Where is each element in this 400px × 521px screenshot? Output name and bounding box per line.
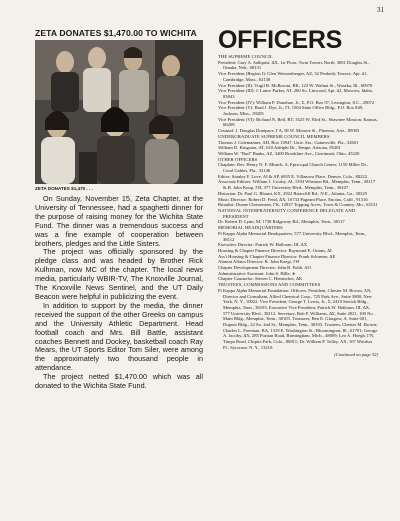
directory-section-heading: UNDERGRADUATE SUPREME COUNCIL MEMBERS	[218, 133, 330, 139]
directory-entry: Chapter Development Director: John R. Pohli, AO	[218, 265, 311, 271]
directory-entry: Vice President (II): Virgil R. McBroom, BK, 123 W. Walnut St., Waseka, Ill., 60970	[218, 82, 373, 88]
article-column	[35, 28, 203, 391]
article-paragraph: In addition to support by the media, the dinner received the support of the other Greeks on campus and the University Athletic Department. Head football coach and Mrs. Bill Battle, assistant coaches Bennett and Dockey, basketball coach Ray Mears, the UT Sports Editor Tom Siler, were among the approximately two thousand people in attendance.	[35, 300, 203, 373]
officers-column	[218, 28, 378, 357]
directory-entry: Counsel: J. Douglas Dunipace, ΓA, III W. Monroe St., Phoenix, Ariz., 85003	[218, 128, 360, 134]
directory-entry: William W. "Bud" Banks, AZ, 3400 Brookline Ave., Cincinnati, Ohio, 45220	[218, 150, 360, 156]
page-number: 31	[377, 6, 384, 14]
directory-entry: Vice President (IV): William P. Donahue, Jr., Σ, P.O. Box 97, Lexington, S.C., 29072	[218, 99, 375, 105]
directory-section-heading: TRUSTEES, COMMISSIONS AND COMMITTEES	[218, 282, 321, 288]
officers-directory	[218, 54, 378, 351]
directory-entry: Administrative Assistant: John S. Hille, ∗	[218, 270, 296, 276]
group-photo	[35, 40, 203, 184]
directory-entry: Vice President (V): Brad J. Dye, Jr., ΓI, 1504 State Office Bldg., P.O. Box 849, Jackson, Miss., 39205	[218, 105, 364, 117]
group-photo-image	[35, 40, 203, 184]
directory-section-heading: NATIONAL INTERFRATERNITY CONFERENCE DELEGATE AND PRESIDENT	[218, 207, 356, 219]
directory-entry: Vice President (III): J. Lance Parker, AT, 200 So. Linwood, Apt. #2, Moscow, Idaho, 83843	[218, 88, 374, 99]
directory-entry: Editor: Stanley F. Love, AI & AP, 6835 E. Villanova Place, Denver, Colo., 80222	[218, 173, 368, 179]
directory-entry: President: Gary A. Sallquist, ΔX, 1st Floor, Twin Towers North, 3001 Douglas St., Omaha, Neb., 68131	[218, 59, 370, 71]
article-body	[35, 195, 203, 391]
directory-entry: Alumni Affairs Director: R. John Kaegi, ΓΘ	[218, 259, 300, 265]
directory-entry: Ass't Housing & Chapter Finance Director: Frank Schirmer, ΔE	[218, 253, 336, 259]
directory-entry: Executive Director: Patrick W. Halloran, III, ΔX	[218, 242, 308, 248]
directory-entry: Thomas J. Colemanner, AH, Box 13947, Univ. Sta., Gainesville, Fla., 32601	[218, 139, 359, 145]
directory-section-heading: THE SUPREME COUNCIL	[218, 54, 273, 59]
article-paragraph: The project was officially sponsored by the pledge class and was headed by Brother Rick Kulhman, now MC of the chapter. The local news media, particularly WBIR-TV, The Knoxville Journal, The Knoxville News Sentinel, and the UT Daily Beacon were helpful in publicizing the event.	[35, 247, 203, 301]
directory-entry: Music Director: Robert D. Fend, ΔX, 16733 Pageant Place, Encino, Calif., 91316	[218, 196, 368, 202]
directory-entry: Housing & Chapter Finance Director: Raymond E. Orians, ΔI	[218, 247, 332, 253]
article-paragraph: The project netted $1,470.00 which was all donated to the Wichita State Fund.	[35, 372, 203, 391]
directory-section-heading: OTHER OFFICERS	[218, 156, 258, 162]
article-headline: ZETA DONATES $1,470.00 TO WICHITA	[35, 28, 197, 38]
continued-note: (Continued on page 32)	[334, 351, 378, 357]
directory-entry: Chapter Counselor: Steven C. Hemischer, ΔK	[218, 276, 303, 282]
directory-entry: Historian: Dr. Paul G. Blount, KX, 2922 Briarcliff Rd., N.E., Atlanta, Ga., 30329	[218, 190, 367, 196]
directory-entry: Ritualist: Duane Christensen, ΓK, 12837 Topping Acres, Town & Country, Mo., 63131	[218, 202, 378, 208]
directory-entry: Pi Kappa Alpha Memorial Foundation: Officers: President, Chester M. Brown, AN, Director and Consultant, Allied Chemical Corp., 725 Park Ave., Suite 3800, New York, N. Y., 10022. Vice President, George T. Lewis, Jr., Σ, 2410 Sterick Bldg., Memphis, Tenn., 38103. Executive Vice President, Patrick W. Halloran, III, ΔX, 577 University Blvd., 38112. Secretary, Bob F. Williams, ΔΣ, Suite 2021, 100 No. Main Bldg., Memphis, Tenn., 38103. Treasurer, Ben E. Glasgow, A, Suite 601, Dupont Bldg., 22 So. 2nd St., Memphis, Tenn., 38103. Trustees: Chester M. Brown; Charles L. Freeman, BA, 1319 E. Washington St., Bloomington, Ill., 61701; George A. Jacoby, ΔX, 285 Puritan Road, Birmingham, Mich., 48009; Leo A. Hoegh, ΓN, Timpa Road, Chipita Park, Colo., 80811; Dr. William P. Tolley, AX, 107 Windsor Pl., Syracuse, N. Y., 13210.	[218, 287, 378, 350]
officers-title: OFFICERS	[218, 26, 342, 54]
directory-entry: Associate Editors: William J. Crosby, AI, 1394 Wheaton Rd., Memphis, Tenn., 38117 & B. John Knop, ΓH, 377 University Blvd., Memphis, Tenn., 38107	[218, 179, 376, 191]
directory-entry: Pi Kappa Alpha Memorial Headquarters, 577 University Blvd., Memphis, Tenn., 38112	[218, 230, 367, 242]
photo-caption: ZETA DONATES $1,470 . . .	[35, 186, 93, 191]
directory-entry: Dr. Robert D. Lynn, M, 1738 Ridgeway Rd., Memphis, Tenn., 38117	[218, 219, 345, 225]
article-paragraph: On Sunday, November 15, Zeta Chapter, at the University of Tennessee, had a spaghetti dinner for the purpose of raising money for the Wichita State Fund. The dinner was a tremendous success and was a fine example of cooperation between brothers, pledges and the Little Sisters.	[35, 194, 203, 248]
directory-section-heading: MEMORIAL HEADQUARTERS	[218, 225, 283, 231]
directory-entry: Vice President (VI): Richard N. Bell, BT, 3325 W. 83rd St., Shawnee Mission, Kansas, 66208	[218, 116, 378, 128]
directory-entry: William D. Kingston, AT, 610 Adelphi Dr., Tempe, Arizona, 85281	[218, 145, 341, 151]
directory-entry: Vice President (Region I): Glen Weissenberger, AZ, 32 Peabody Terrace, Apt. #1, Cambridge, Mass., 02138	[218, 71, 368, 82]
directory-entry: Chaplain: Rev. Henry N. F. Minich, A, Episcopal Church Center, 1150 Miller Dr., Coral Gables, Fla., 33146	[218, 162, 369, 174]
